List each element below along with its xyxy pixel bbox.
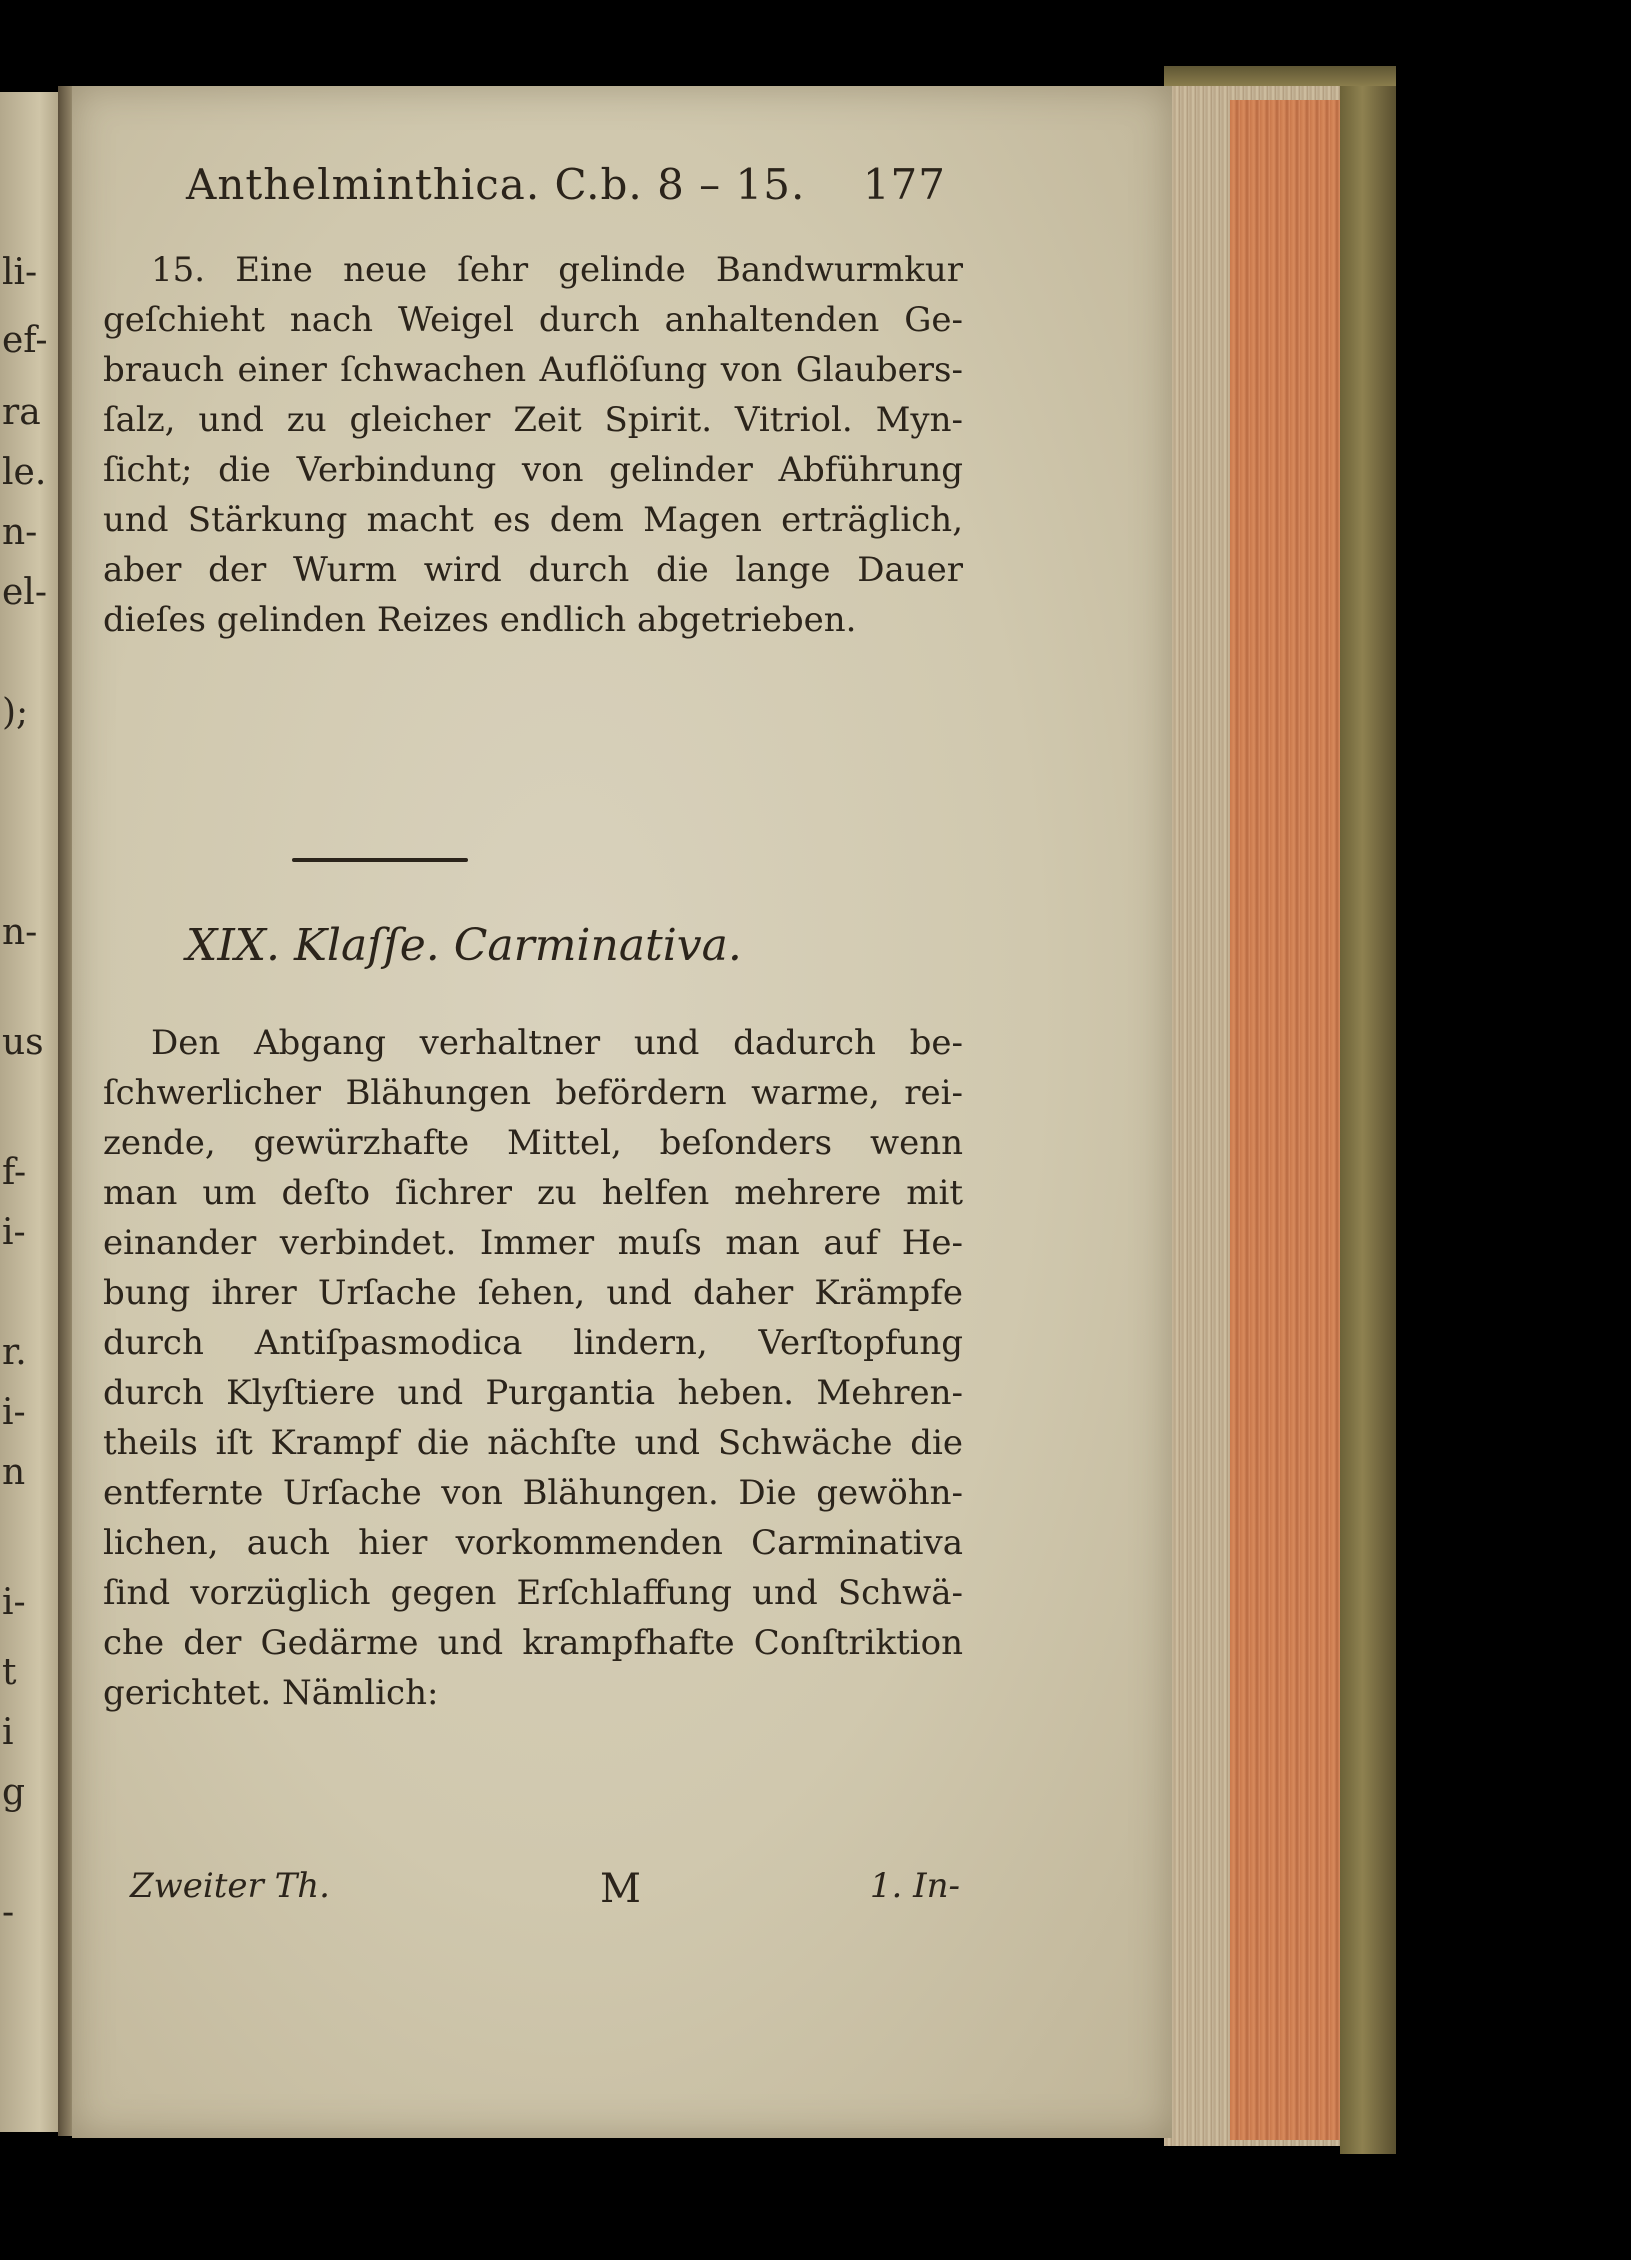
carminativa-paragraph (103, 1018, 963, 1718)
margin-fragment: el- (2, 572, 47, 613)
book-cover-top (1164, 66, 1396, 86)
colored-fore-edge (1230, 100, 1342, 2140)
running-header (186, 160, 946, 220)
margin-fragment: ra (2, 392, 41, 433)
page-footer (130, 1866, 960, 1922)
text-line: geſchieht nach Weigel durch anhaltenden Ge- (103, 300, 963, 340)
margin-fragment: f- (2, 1152, 27, 1193)
text-line: bung ihrer Urſache ſehen, und daher Krämpfe (103, 1273, 963, 1313)
margin-fragment: le. (2, 452, 47, 493)
text-line: entfernte Urſache von Blähungen. Die gewöhn- (103, 1473, 963, 1513)
text-line: brauch einer ſchwachen Auflöſung von Glaubers- (103, 350, 963, 390)
catchword: 1. In- (869, 1866, 960, 1906)
margin-fragment: i (2, 1712, 14, 1753)
margin-fragment: i- (2, 1392, 26, 1433)
signature-note: Zweiter Th. (130, 1866, 330, 1906)
margin-fragment: n- (2, 512, 38, 553)
text-line: ſicht; die Verbindung von gelinder Abführung (103, 450, 963, 490)
text-line: 15. Eine neue ſehr gelinde Bandwurmkur (151, 250, 963, 290)
text-line: che der Gedärme und krampfhafte Conſtriktion (103, 1623, 963, 1663)
section-15 (103, 245, 963, 645)
text-line: durch Antiſpasmodica lindern, Verſtopfung (103, 1323, 963, 1363)
book-cover-edge (1340, 74, 1396, 2154)
text-line: lichen, auch hier vorkommenden Carminativa (103, 1523, 963, 1563)
running-title: Anthelminthica. C.b. 8 – 15. (186, 160, 806, 209)
margin-fragment: - (2, 1892, 15, 1933)
text-line: Den Abgang verhaltner und dadurch be- (151, 1023, 963, 1063)
text-line: man um deſto ſichrer zu helfen mehrere mit (103, 1173, 963, 1213)
margin-fragment: g (2, 1772, 26, 1813)
margin-fragment: us (2, 1022, 44, 1063)
margin-fragment: i- (2, 1212, 26, 1253)
text-line: ſalz, und zu gleicher Zeit Spirit. Vitriol. Myn- (103, 400, 963, 440)
margin-fragment: ef- (2, 320, 48, 361)
text-line: ſind vorzüglich gegen Erſchlaffung und Schwä- (103, 1573, 963, 1613)
text-line: zende, gewürzhafte Mittel, beſonders wenn (103, 1123, 963, 1163)
text-line: gerichtet. Nämlich: (103, 1673, 439, 1713)
margin-fragment: li- (2, 252, 38, 293)
text-line: aber der Wurm wird durch die lange Dauer (103, 550, 963, 590)
signature-mark: M (600, 1866, 641, 1912)
text-line: ſchwerlicher Blähungen befördern warme, rei- (103, 1073, 963, 1113)
text-line: theils iſt Krampf die nächſte und Schwäche die (103, 1423, 963, 1463)
margin-fragment: ); (2, 692, 29, 733)
text-line: durch Klyſtiere und Purgantia heben. Mehren- (103, 1373, 963, 1413)
margin-fragment: i- (2, 1582, 26, 1623)
margin-fragment: r. (2, 1332, 27, 1373)
facing-page-edge (0, 92, 66, 2132)
text-line: dieſes gelinden Reizes endlich abgetrieben. (103, 600, 857, 640)
margin-fragment: t (2, 1652, 17, 1693)
text-line: und Stärkung macht es dem Magen erträglich, (103, 500, 963, 540)
margin-fragment: n (2, 1452, 26, 1493)
page-number: 177 (862, 160, 946, 209)
margin-fragment: n- (2, 912, 38, 953)
section-divider (292, 858, 468, 862)
class-heading: XIX. Klaſſe. Carminativa. (186, 920, 742, 971)
text-line: einander verbindet. Immer muſs man auf He- (103, 1223, 963, 1263)
